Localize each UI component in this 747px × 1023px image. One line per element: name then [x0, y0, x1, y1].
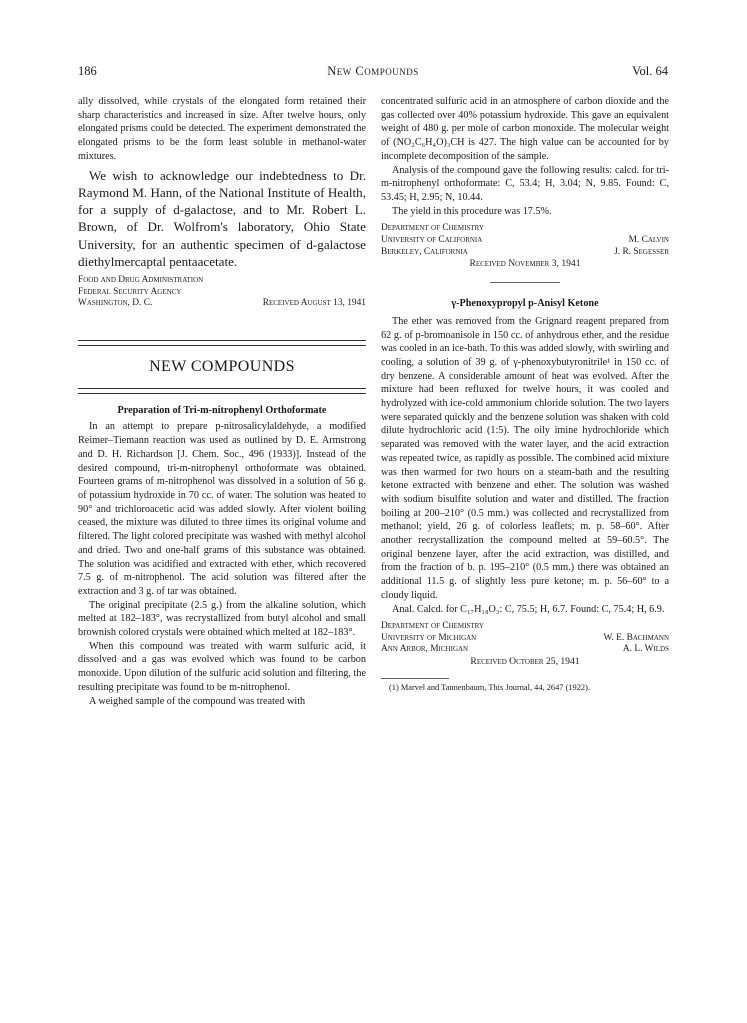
body-paragraph: In an attempt to prepare p-nitrosalicylaldehyde, a modified Reimer–Tiemann reaction was used as outlined by D. E. Armstrong and D. H. Richardson [J. Chem. Soc., 496 (1933)]. Instead of the desired compound, tri-m-nitrophenyl orthoformate was obtained. Fourteen grams of m-nitrophenol was dissolved in a solution of 56 g. of potassium hydroxide in 70 cc. of water. The solution was heated to 90° and trichloroacetic acid was added slowly. After violent boiling ceased, the mixture was diluted to three times its original volume and filtered. The light colored precipitate was washed with methyl alcohol and dried. Two and one-half grams of this substance was obtained. The solution was acidified and extracted with ether, which recovered 7.5 g. of m-nitrophenol. The acid solution was filtered after the extraction and 3 g. of tar was obtained.	[78, 421, 366, 597]
author-name: A. L. Wilds	[622, 644, 669, 655]
address-line: Department of Chemistry	[381, 223, 484, 234]
author-name: J. R. Segesser	[614, 246, 669, 257]
author-address	[381, 223, 669, 258]
author-address	[381, 621, 669, 656]
address-line: Department of Chemistry	[381, 621, 484, 632]
address-university: University of California	[381, 234, 483, 245]
address-line	[381, 247, 669, 259]
page-number: 186	[78, 64, 97, 78]
address-line	[381, 644, 669, 656]
right-column	[381, 95, 669, 693]
address-city: Washington, D. C.	[78, 298, 153, 309]
address-line: Federal Security Agency	[78, 286, 182, 297]
author-name: W. E. Bachmann	[603, 632, 669, 643]
footnote: (1) Marvel and Tannenbaum, This Journal, 44, 2647 (1922).	[389, 683, 590, 693]
address-line	[78, 298, 366, 310]
analysis-paragraph: Analysis of the compound gave the following results: calcd. for tri-m-nitrophenyl orthoformate: C, 53.4; H, 3.04; N, 9.85. Found: C, 53.45; H, 2.95; N, 10.44.	[381, 164, 669, 203]
yield-paragraph: The yield in this procedure was 17.5%.	[392, 205, 552, 217]
compound-title: Preparation of Tri-m-nitrophenyl Orthoformate	[117, 404, 327, 416]
body-paragraph: When this compound was treated with warm sulfuric acid, it dissolved and a gas was evolved which was found to be carbon monoxide. Upon dilution of the sulfuric acid solution and filtering, the resulting precipitate was found to be m-nitrophenol.	[78, 640, 366, 693]
section-title: NEW COMPOUNDS	[149, 358, 295, 376]
left-column	[78, 95, 366, 708]
address-city: Ann Arbor, Michigan	[381, 644, 469, 655]
section-rule-bottom	[78, 388, 366, 394]
address-city: Berkeley, California	[381, 246, 468, 257]
received-date: Received October 25, 1941	[470, 656, 580, 668]
received-date: Received August 13, 1941	[262, 298, 366, 309]
address-line	[381, 235, 669, 247]
running-header	[78, 64, 668, 80]
body-paragraph: The ether was removed from the Grignard reagent prepared from 62 g. of p-bromoanisole in 150 cc. of anhydrous ether, and the residue was cooled in an ice-bath. To this was added slowly, with swirling and cooling, a solution of 39 g. of γ-phenoxybutyronitrile¹ in 150 cc. of dry benzene. A considerable amount of heat was evolved. After the mixture had been refluxed for twelve hours, it was cooled and hydrolyzed with ice-cold ammonium chloride solution. The two layers were separated quickly and the benzene solution was shaken with cold dilute hydrochloric acid (1:5). The oily imine hydrochloride which separated was removed with the water layer, and the acid extraction was repeated twice, as rapidly as possible. The combined acid mixture was then warmed for two hours on a steam-bath and the resulting ketone extracted with benzene and ether. The solution was washed with sodium bisulfite solution and water and distilled. The fraction boiling at 200–210° (0.5 mm.) was collected and recrystallized from methanol; yield, 26 g. of colorless leaflets; m. p. 58–60°. After another recrystallization the compound melted at 59–60.5°. The original benzene layer, after the acid extraction, was distilled, and from the fraction of b. p. 195–210° (0.5 mm.) there was obtained an additional 11.5 g. of slightly less pure ketone; m. p. 56–60° to a cloudy liquid.	[381, 315, 669, 601]
anal-paragraph: Anal. Calcd. for C₁₇H₁₈O₃: C, 75.5; H, 6.7. Found: C, 75.4; H, 6.9.	[392, 603, 665, 615]
received-date: Received November 3, 1941	[469, 258, 581, 270]
volume-label: Vol. 64	[632, 64, 668, 78]
address-line: Food and Drug Administration	[78, 275, 204, 286]
separator-rule	[490, 282, 560, 283]
author-address	[78, 275, 366, 310]
continued-paragraph: concentrated sulfuric acid in an atmosphere of carbon dioxide and the gas collected over 40% potassium hydroxide. This gave an equivalent weight of 480 g. per mole of carbon monoxide. The molecular weight of (NO₂C₆H₄O)₃CH is 427. The high value can be accounted for by incomplete decomposition of the sample.	[381, 96, 669, 162]
footnote-rule	[381, 678, 449, 679]
address-university: University of Michigan	[381, 632, 477, 643]
body-paragraph: The original precipitate (2.5 g.) from the alkaline solution, which melted at 182–183°, was recrystallized from butyl alcohol and small brownish colored crystals were obtained which melted at 182–183°.	[78, 599, 366, 639]
compound-title: γ-Phenoxypropyl p-Anisyl Ketone	[451, 298, 599, 310]
continued-paragraph: ally dissolved, while crystals of the elongated form retained their sharp characteristics and increased in size. After twelve hours, only elongated prisms could be detected. The experiment demonstrated the elongated prisms to be the form least soluble in methanol-water mixtures.	[78, 96, 366, 162]
section-rule-top	[78, 340, 366, 346]
running-title: New Compounds	[327, 64, 419, 78]
address-line	[381, 633, 669, 645]
body-paragraph: A weighed sample of the compound was treated with	[89, 695, 306, 707]
acknowledgment: We wish to acknowledge our indebtedness to Dr. Raymond M. Hann, of the National Institute of Health, for a supply of d-galactose, and to Mr. Robert L. Brown, of Dr. Wolfrom's laboratory, Ohio State University, for an authentic specimen of d-galactose diethylmercaptal pentaacetate.	[78, 167, 366, 269]
author-name: M. Calvin	[628, 234, 669, 245]
